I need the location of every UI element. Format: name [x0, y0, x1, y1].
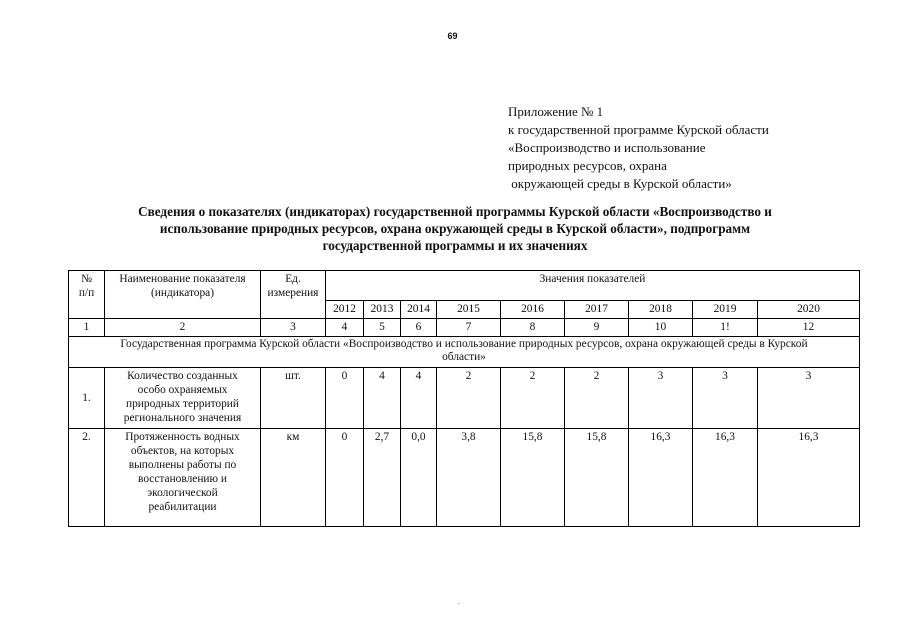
value-cell: 0,0 — [401, 429, 437, 527]
value-cell: 15,8 — [501, 429, 565, 527]
year-header: 2020 — [758, 301, 860, 319]
year-header: 2018 — [629, 301, 693, 319]
document-title — [80, 203, 830, 254]
column-number: 1! — [693, 319, 758, 337]
table-row — [69, 429, 860, 527]
column-number: 12 — [758, 319, 860, 337]
value-cell: 16,3 — [693, 429, 758, 527]
value-cell: 2,7 — [364, 429, 401, 527]
year-header: 2017 — [565, 301, 629, 319]
value-cell: 3 — [693, 368, 758, 429]
header-name: Наименование показателя (индикатора) — [105, 271, 261, 319]
row-number: 1. — [69, 368, 105, 429]
section-title: Государственная программа Курской области «Воспроизводство и использование природных ресурсов, охрана окружающей среды в Курской области» — [69, 337, 860, 368]
column-number: 2 — [105, 319, 261, 337]
column-number: 7 — [437, 319, 501, 337]
header-num: № п/п — [69, 271, 105, 319]
appendix-block — [508, 103, 769, 193]
unit-cell: км — [261, 429, 326, 527]
value-cell: 4 — [364, 368, 401, 429]
table-row — [69, 368, 860, 429]
column-number: 1 — [69, 319, 105, 337]
value-cell: 3,8 — [437, 429, 501, 527]
header-unit: Ед. измерения — [261, 271, 326, 319]
year-header: 2019 — [693, 301, 758, 319]
appendix-line: природных ресурсов, охрана — [508, 158, 667, 173]
appendix-line: «Воспроизводство и использование — [508, 140, 706, 155]
value-cell: 16,3 — [758, 429, 860, 527]
column-number: 5 — [364, 319, 401, 337]
unit-cell: шт. — [261, 368, 326, 429]
appendix-line: к государственной программе Курской области — [508, 122, 769, 137]
indicators-table — [68, 270, 860, 527]
value-cell: 16,3 — [629, 429, 693, 527]
value-cell: 2 — [501, 368, 565, 429]
value-cell: 0 — [326, 429, 364, 527]
value-cell: 15,8 — [565, 429, 629, 527]
indicator-name: Протяженность водных объектов, на которых выполнены работы по восстановлению и экологической реабилитации — [105, 429, 261, 527]
column-number: 3 — [261, 319, 326, 337]
title-line: Сведения о показателях (индикаторах) государственной программы Курской области «Воспроизводство и — [138, 204, 772, 219]
year-header: 2013 — [364, 301, 401, 319]
header-values: Значения показателей — [326, 271, 860, 301]
column-number: 10 — [629, 319, 693, 337]
section-row — [69, 337, 860, 368]
column-number-row — [69, 319, 860, 337]
column-number: 4 — [326, 319, 364, 337]
year-header: 2014 — [401, 301, 437, 319]
value-cell: 3 — [629, 368, 693, 429]
row-number: 2. — [69, 429, 105, 527]
title-line: использование природных ресурсов, охрана окружающей среды в Курской области», подпрограмм — [159, 221, 751, 236]
year-header: 2016 — [501, 301, 565, 319]
appendix-line: окружающей среды в Курской области» — [508, 176, 732, 191]
value-cell: 2 — [565, 368, 629, 429]
value-cell: 2 — [437, 368, 501, 429]
year-header: 2015 — [437, 301, 501, 319]
title-line: государственной программы и их значениях — [322, 238, 588, 253]
year-header: 2012 — [326, 301, 364, 319]
indicator-name: Количество созданных особо охраняемых природных территорий регионального значения — [105, 368, 261, 429]
column-number: 9 — [565, 319, 629, 337]
value-cell: 3 — [758, 368, 860, 429]
scan-speck — [458, 603, 460, 604]
column-number: 6 — [401, 319, 437, 337]
value-cell: 0 — [326, 368, 364, 429]
column-number: 8 — [501, 319, 565, 337]
page-number: 69 — [447, 31, 458, 41]
value-cell: 4 — [401, 368, 437, 429]
appendix-line: Приложение № 1 — [508, 104, 604, 119]
